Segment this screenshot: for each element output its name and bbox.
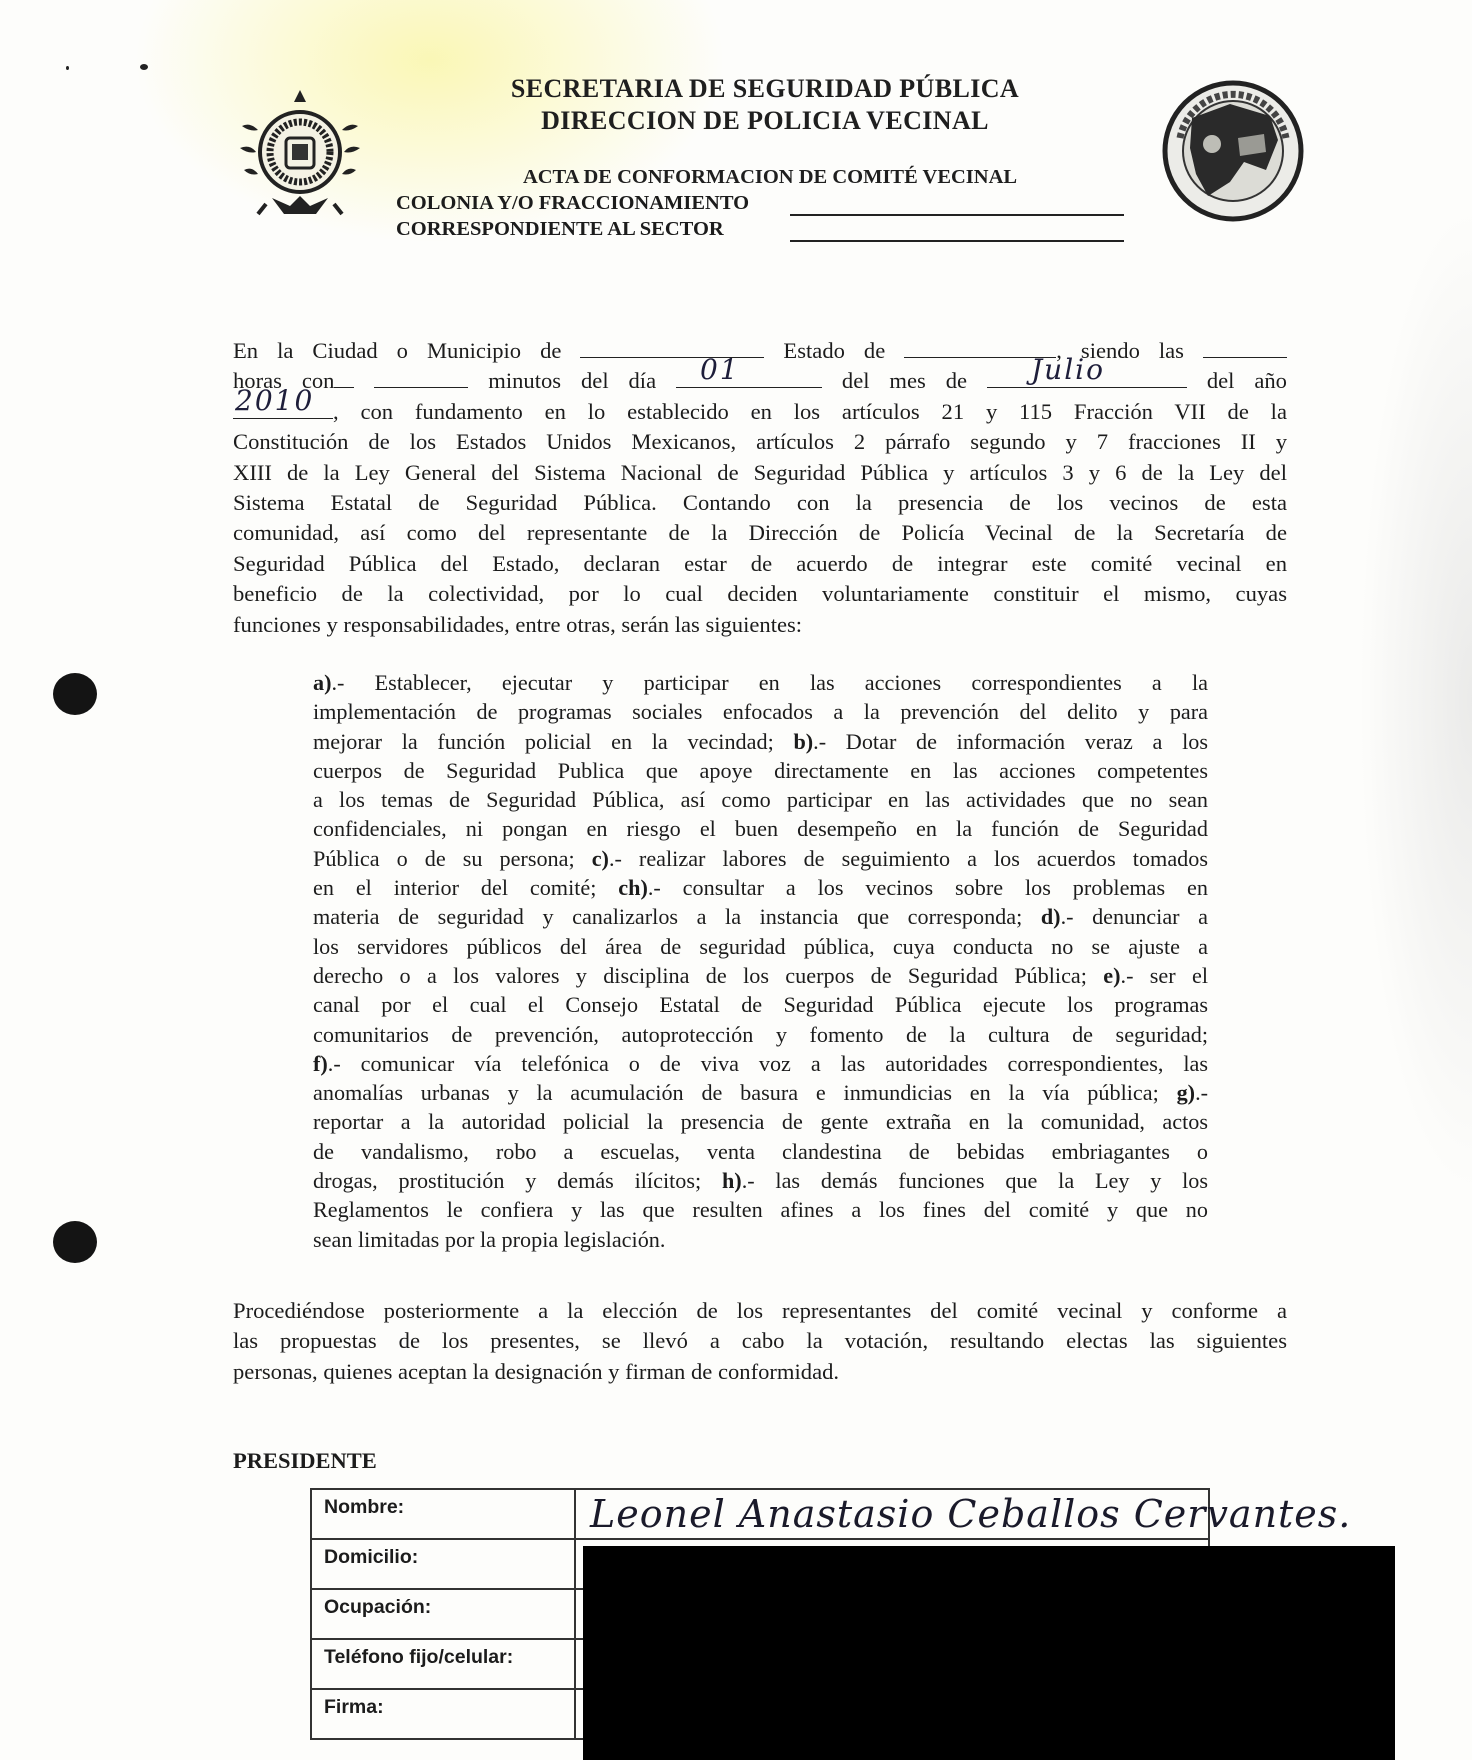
text-fragment: .- realizar labores de seguimiento a los acuerdos tomados — [608, 845, 1208, 871]
text-fragment: en el interior del comité; — [313, 875, 619, 901]
election-line: las propuestas de los presentes, se llevó a cabo la votación, resultando electas las siguientes — [233, 1328, 1287, 1354]
text-fragment: derecho o a los valores y disciplina de los cuerpos de Seguridad Pública; — [313, 962, 1104, 988]
item-marker: h) — [721, 1168, 742, 1194]
item-marker: f) — [313, 1050, 328, 1076]
item-marker: g) — [1176, 1080, 1196, 1106]
text-fragment: horas con — [233, 368, 335, 394]
text-fragment: , siendo las — [1056, 338, 1184, 363]
functions-line — [313, 902, 1208, 931]
text-fragment: .- comunicar vía telefónica o de viva voz a las autoridades correspondientes, las — [327, 1050, 1208, 1076]
handwritten-name: Leonel Anastasio Ceballos Cervantes. — [590, 1492, 1352, 1536]
intro-line: Sistema Estatal de Seguridad Pública. Contando con la presencia de los vecinos de esta — [233, 490, 1287, 516]
election-line: personas, quienes aceptan la designación y firman de conformidad. — [233, 1358, 840, 1384]
telefono-label: Teléfono fijo/celular: — [311, 1639, 575, 1689]
text-fragment: .- Dotar de información veraz a los — [813, 728, 1208, 754]
intro-line — [233, 336, 1287, 366]
text-fragment: .- Establecer, ejecutar y participar en las acciones correspondientes a la — [331, 670, 1208, 695]
secretaria-seal-logo — [236, 86, 364, 222]
form-row-nombre — [311, 1489, 1209, 1539]
text-fragment: Pública o de su persona; — [313, 845, 592, 871]
punch-hole-bottom — [53, 1221, 97, 1263]
functions-line — [313, 1166, 1208, 1195]
text-fragment: .- ser el — [1120, 962, 1208, 988]
text-fragment: del mes de — [841, 368, 968, 394]
text-fragment: .- denunciar a — [1060, 904, 1208, 930]
functions-line: sean limitadas por la propia legislación. — [313, 1226, 666, 1252]
text-fragment: materia de seguridad y canalizarlos a la instancia que corresponda; — [313, 904, 1041, 930]
functions-line — [313, 727, 1208, 756]
scan-speck — [140, 64, 148, 70]
handwritten-year: 2010 — [235, 383, 315, 417]
functions-line: comunitarios de prevención, autoprotección y fomento de la cultura de seguridad; — [313, 1021, 1208, 1047]
functions-line — [313, 1078, 1208, 1107]
header-secretaria: SECRETARIA DE SEGURIDAD PÚBLICA — [510, 74, 1020, 103]
functions-line: Reglamentos le confiera y las que resulten afines a los fines del comité y que no — [313, 1197, 1208, 1223]
header-acta-title: ACTA DE CONFORMACION DE COMITÉ VECINAL — [522, 166, 1018, 188]
text-fragment: del año — [1206, 368, 1287, 394]
intro-line — [233, 353, 1287, 396]
text-fragment: .- las demás funciones que la Ley y los — [741, 1168, 1208, 1194]
handwritten-day: 01 — [700, 353, 740, 387]
text-fragment: , con fundamento en lo establecido en los artículos 21 y 115 Fracción VII de la — [333, 398, 1287, 424]
text-fragment: En la Ciudad o Municipio de — [233, 338, 562, 363]
intro-paragraph — [233, 336, 1287, 640]
domicilio-label: Domicilio: — [311, 1539, 575, 1589]
item-marker: d) — [1040, 904, 1061, 930]
functions-line: confidenciales, ni pongan en riesgo el buen desempeño en la función de Seguridad — [313, 816, 1208, 842]
anio-blank — [233, 383, 333, 419]
functions-line — [313, 873, 1208, 902]
text-fragment: mejorar la función policial en la vecindad; — [313, 728, 794, 754]
functions-line: implementación de programas sociales enfocados a la prevención del delito y para — [313, 699, 1208, 725]
intro-line: funciones y responsabilidades, entre otras, serán las siguientes: — [233, 611, 803, 637]
redaction-block — [583, 1546, 1395, 1760]
functions-line: a los temas de Seguridad Pública, así como participar en las actividades que no sean — [313, 787, 1208, 813]
text-fragment: Estado de — [783, 338, 886, 363]
text-fragment: minutos del día — [488, 368, 657, 394]
spacer-blank — [334, 367, 354, 388]
scan-speck — [66, 66, 69, 70]
item-marker: b) — [793, 728, 814, 754]
nombre-label: Nombre: — [311, 1489, 575, 1539]
intro-line: comunidad, así como del representante de la Dirección de Policía Vecinal de la Secretaría de — [233, 520, 1287, 546]
consejo-estatal-seal-logo — [1160, 78, 1306, 224]
intro-line: Constitución de los Estados Unidos Mexicanos, artículos 2 párrafo segundo y 7 fracciones II y — [233, 429, 1287, 455]
intro-line: XIII de la Ley General del Sistema Nacional de Seguridad Pública y artículos 3 y 6 de la Ley del — [233, 459, 1287, 485]
sector-blank-line — [790, 240, 1124, 242]
functions-line: de vandalismo, robo a escuelas, venta clandestina de bebidas embriagantes o — [313, 1138, 1208, 1164]
item-marker: e) — [1103, 962, 1121, 988]
intro-line: beneficio de la colectividad, por lo cual deciden voluntariamente constituir el mismo, cuyas — [233, 581, 1287, 607]
item-marker: ch) — [618, 875, 648, 901]
ocupacion-label: Ocupación: — [311, 1589, 575, 1639]
colonia-blank-line — [790, 214, 1124, 216]
functions-line — [313, 1049, 1208, 1078]
header-direccion: DIRECCION DE POLICIA VECINAL — [541, 106, 989, 135]
mes-blank — [987, 353, 1187, 388]
functions-line: cuerpos de Seguridad Publica que apoye directamente en las acciones competentes — [313, 757, 1208, 783]
item-marker: c) — [591, 845, 609, 871]
text-fragment: anomalías urbanas y la acumulación de basura e inmundicias en la vía pública; — [313, 1080, 1177, 1106]
minutos-blank — [374, 367, 468, 388]
item-marker: a) — [313, 670, 332, 695]
sector-label: CORRESPONDIENTE AL SECTOR — [396, 218, 724, 240]
intro-line — [233, 383, 1287, 427]
election-line: Procediéndose posteriormente a la elección de los representantes del comité vecinal y conforme a — [233, 1298, 1287, 1323]
intro-line: Seguridad Pública del Estado, declaran estar de acuerdo de integrar este comité vecinal en — [233, 550, 1287, 576]
colonia-label: COLONIA Y/O FRACCIONAMIENTO — [396, 192, 750, 214]
dia-blank — [676, 353, 822, 388]
nombre-value — [575, 1489, 1352, 1539]
functions-line — [313, 961, 1208, 990]
text-fragment: .- consultar a los vecinos sobre los problemas en — [647, 875, 1208, 901]
functions-line: reportar a la autoridad policial la presencia de gente extraña en la comunidad, actos — [313, 1109, 1208, 1135]
functions-line: los servidores públicos del área de seguridad pública, cuya conducta no se ajuste a — [313, 933, 1208, 959]
functions-line: canal por el cual el Consejo Estatal de Seguridad Pública ejecute los programas — [313, 992, 1208, 1018]
text-fragment: .- — [1195, 1080, 1208, 1106]
text-fragment: drogas, prostitución y demás ilícitos; — [313, 1168, 722, 1194]
punch-hole-top — [53, 673, 97, 715]
functions-paragraph — [313, 668, 1208, 1254]
firma-label: Firma: — [311, 1689, 575, 1739]
functions-line — [313, 668, 1208, 697]
horas-blank — [1203, 337, 1287, 358]
president-section-title: PRESIDENTE — [233, 1448, 377, 1473]
handwritten-month: Julio — [1030, 353, 1105, 387]
functions-line — [313, 844, 1208, 873]
election-paragraph — [233, 1296, 1287, 1387]
